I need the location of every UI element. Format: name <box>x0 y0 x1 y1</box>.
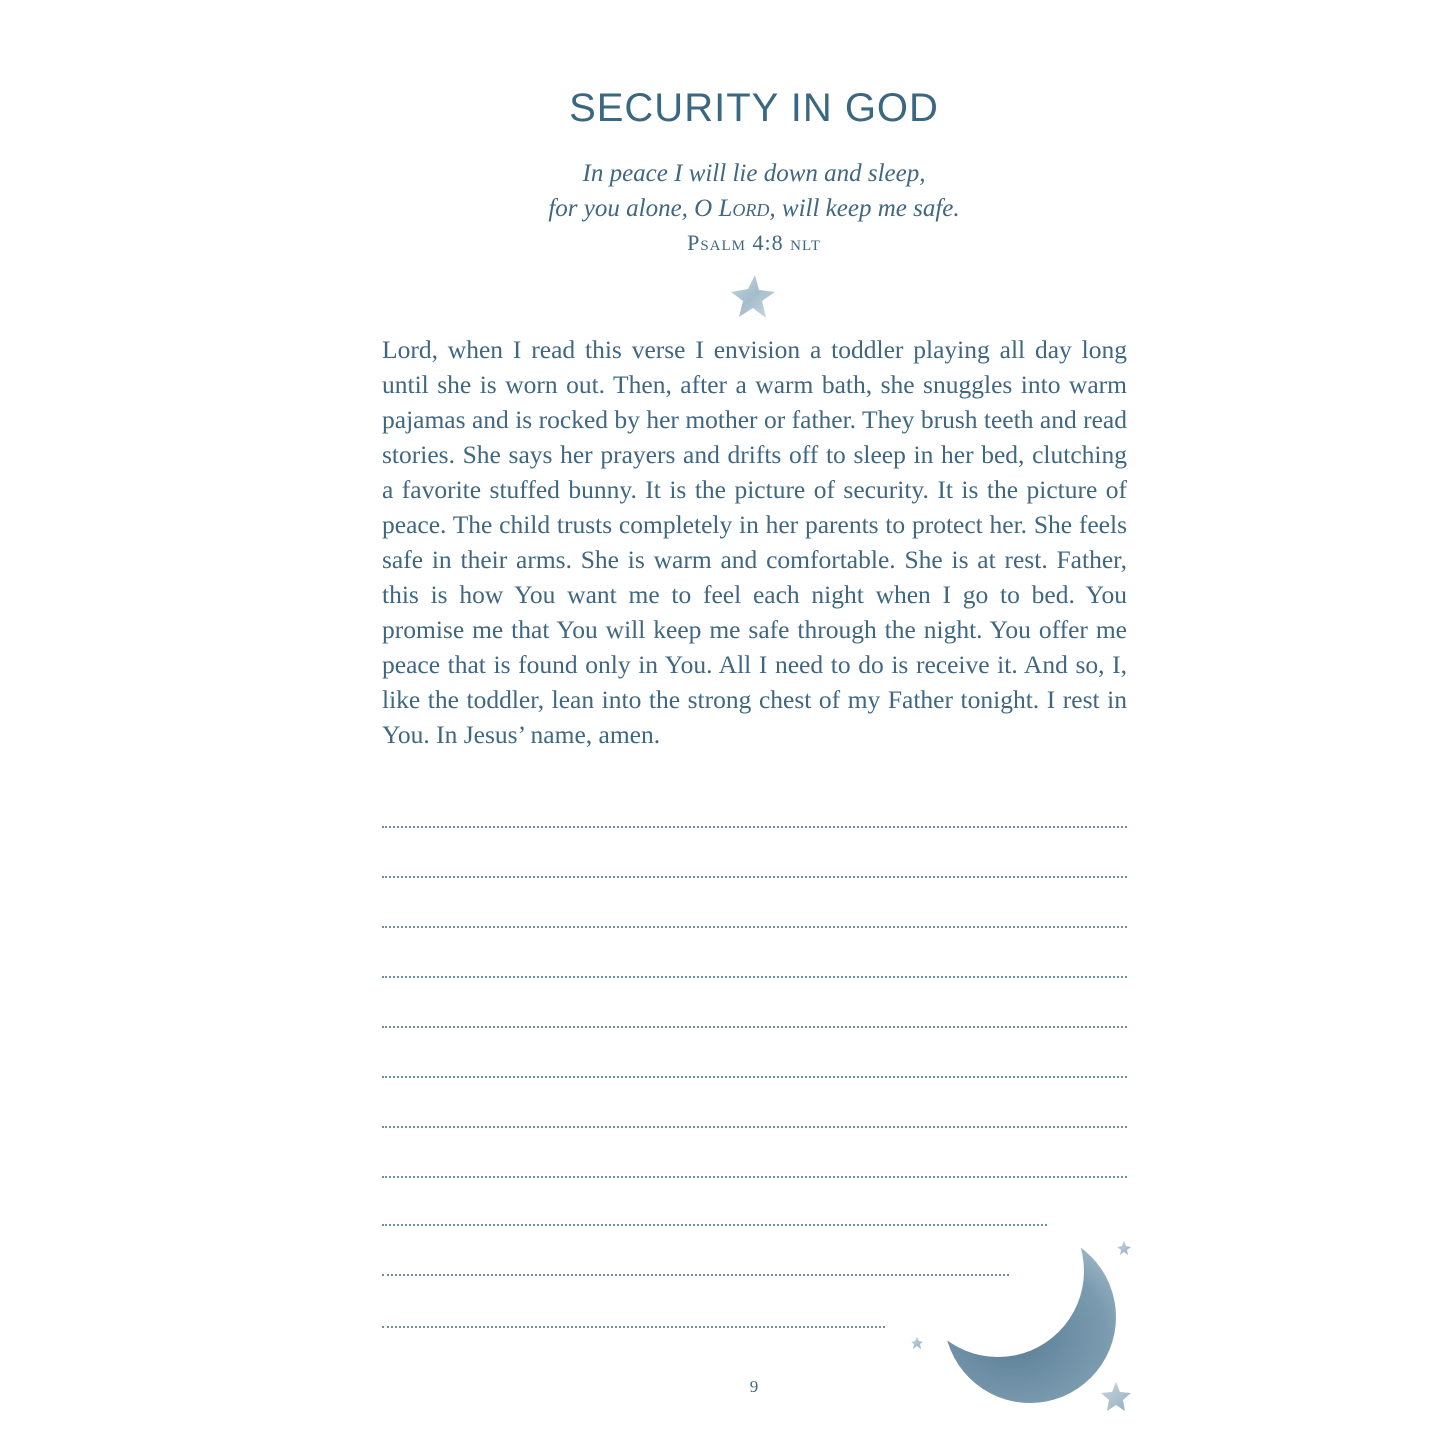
journal-line[interactable] <box>382 1026 1127 1028</box>
journal-line[interactable] <box>382 826 1127 828</box>
verse-line-2-end: , will keep me safe. <box>769 195 960 222</box>
star-icon <box>729 273 777 321</box>
verse-lord: Lord <box>718 195 770 222</box>
scripture-verse <box>0 156 1440 226</box>
verse-line-2 <box>0 191 1440 226</box>
crescent-moon-icon <box>900 1225 1150 1425</box>
page-title: SECURITY IN GOD <box>569 86 939 130</box>
verse-line-1: In peace I will lie down and sleep, <box>582 160 926 187</box>
verse-line-2-start: for you alone, O <box>548 195 719 222</box>
journal-line[interactable] <box>382 926 1127 928</box>
journal-line[interactable] <box>382 1176 1127 1178</box>
devotional-text: Lord, when I read this verse I envision a toddler playing all day long until she is worn out. Then, after a warm bath, she snuggles into warm pajamas and is rocked by her mother or father. They brush teeth and read stories. She says her prayers and drifts off to sleep in her bed, clutching a favorite stuffed bunny. It is the picture of security. It is the picture of peace. The child trusts completely in her parents to protect her. She feels safe in their arms. She is warm and comfortable. She is at rest. Father, this is how You want me to feel each night when I go to bed. You promise me that You will keep me safe through the night. You offer me peace that is found only in You. All I need to do is receive it. And so, I, like the toddler, lean into the strong chest of my Father tonight. I rest in You. In Jesus’ name, amen. <box>382 335 1127 749</box>
journal-line[interactable] <box>382 1326 885 1328</box>
verse-reference: Psalm 4:8 nlt <box>687 230 821 255</box>
journal-line[interactable] <box>382 1076 1127 1078</box>
journal-line[interactable] <box>382 876 1127 878</box>
journal-line[interactable] <box>382 1126 1127 1128</box>
journal-line[interactable] <box>382 976 1127 978</box>
page-number: 9 <box>749 1377 759 1396</box>
